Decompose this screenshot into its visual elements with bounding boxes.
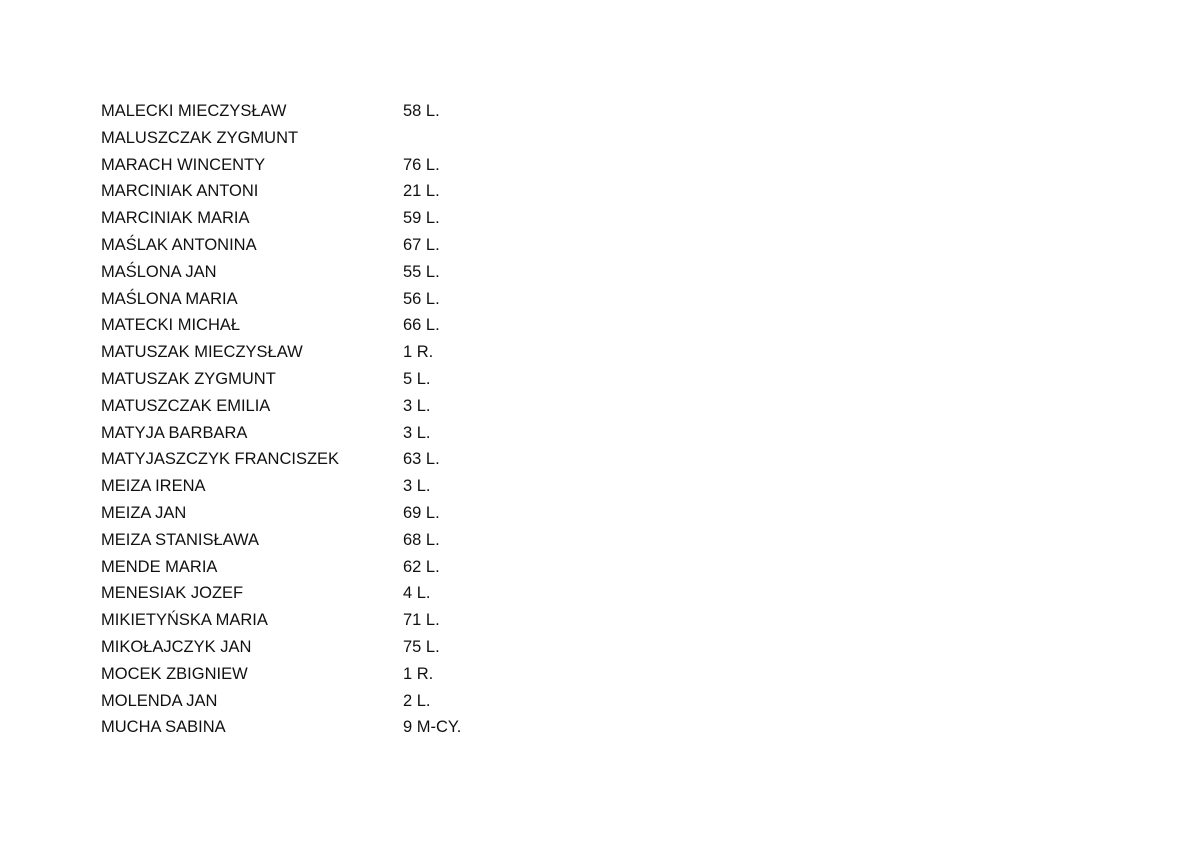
person-name: MARCINIAK MARIA — [101, 209, 250, 228]
list-item — [101, 500, 601, 527]
person-name: MAŚLONA MARIA — [101, 289, 238, 308]
list-item — [101, 205, 601, 232]
person-age: 63 L. — [403, 450, 440, 469]
person-name: MEIZA STANISŁAWA — [101, 530, 259, 549]
list-item — [101, 714, 601, 741]
person-name: MATUSZCZAK EMILIA — [101, 396, 271, 415]
person-age: 21 L. — [403, 182, 440, 201]
list-item — [101, 366, 601, 393]
person-name: MIKOŁAJCZYK JAN — [101, 637, 252, 656]
person-name: MEIZA IRENA — [101, 477, 206, 496]
person-name: MEIZA JAN — [101, 503, 187, 522]
list-item — [101, 446, 601, 473]
list-item — [101, 125, 601, 152]
person-age: 3 L. — [403, 396, 431, 415]
name-age-list — [101, 98, 601, 741]
person-name: MUCHA SABINA — [101, 718, 226, 737]
person-age: 69 L. — [403, 503, 440, 522]
person-age: 75 L. — [403, 637, 440, 656]
person-age: 67 L. — [403, 235, 440, 254]
person-name: MATUSZAK ZYGMUNT — [101, 369, 276, 388]
person-age: 3 L. — [403, 477, 431, 496]
person-name: MATECKI MICHAŁ — [101, 316, 241, 335]
list-item — [101, 473, 601, 500]
person-name: MATYJASZCZYK FRANCISZEK — [101, 450, 340, 469]
list-item — [101, 393, 601, 420]
person-name: MATUSZAK MIECZYSŁAW — [101, 343, 303, 362]
list-item — [101, 286, 601, 313]
list-item — [101, 178, 601, 205]
person-age: 2 L. — [403, 691, 431, 710]
list-item — [101, 312, 601, 339]
person-name: MENDE MARIA — [101, 557, 218, 576]
person-name: MALUSZCZAK ZYGMUNT — [101, 128, 299, 147]
person-name: MOCEK ZBIGNIEW — [101, 664, 248, 683]
person-name: MAŚLONA JAN — [101, 262, 217, 281]
person-name: MARCINIAK ANTONI — [101, 182, 259, 201]
person-age: 1 R. — [403, 664, 434, 683]
person-age: 71 L. — [403, 611, 440, 630]
list-item — [101, 580, 601, 607]
list-item — [101, 688, 601, 715]
list-item — [101, 152, 601, 179]
person-age: 3 L. — [403, 423, 431, 442]
person-age: 76 L. — [403, 155, 440, 174]
list-item — [101, 661, 601, 688]
person-age: 9 M-CY. — [403, 718, 462, 737]
list-item — [101, 98, 601, 125]
list-item — [101, 420, 601, 447]
person-name: MENESIAK JOZEF — [101, 584, 244, 603]
list-item — [101, 607, 601, 634]
person-age: 58 L. — [403, 102, 440, 120]
person-age: 62 L. — [403, 557, 440, 576]
person-name: MOLENDA JAN — [101, 691, 218, 710]
person-age — [403, 125, 553, 152]
person-age: 68 L. — [403, 530, 440, 549]
person-name: MATYJA BARBARA — [101, 423, 248, 442]
person-age: 1 R. — [403, 343, 434, 362]
list-item — [101, 554, 601, 581]
person-name: MARACH WINCENTY — [101, 155, 266, 174]
person-age: 4 L. — [403, 584, 431, 603]
list-item — [101, 232, 601, 259]
person-age: 59 L. — [403, 209, 440, 228]
person-name: MIKIETYŃSKA MARIA — [101, 611, 268, 630]
person-name: MALECKI MIECZYSŁAW — [101, 102, 287, 120]
list-item — [101, 259, 601, 286]
list-item — [101, 527, 601, 554]
person-age: 5 L. — [403, 369, 431, 388]
list-item — [101, 339, 601, 366]
person-age: 66 L. — [403, 316, 440, 335]
list-item — [101, 634, 601, 661]
person-name: MAŚLAK ANTONINA — [101, 235, 257, 254]
person-age: 55 L. — [403, 262, 440, 281]
person-age: 56 L. — [403, 289, 440, 308]
